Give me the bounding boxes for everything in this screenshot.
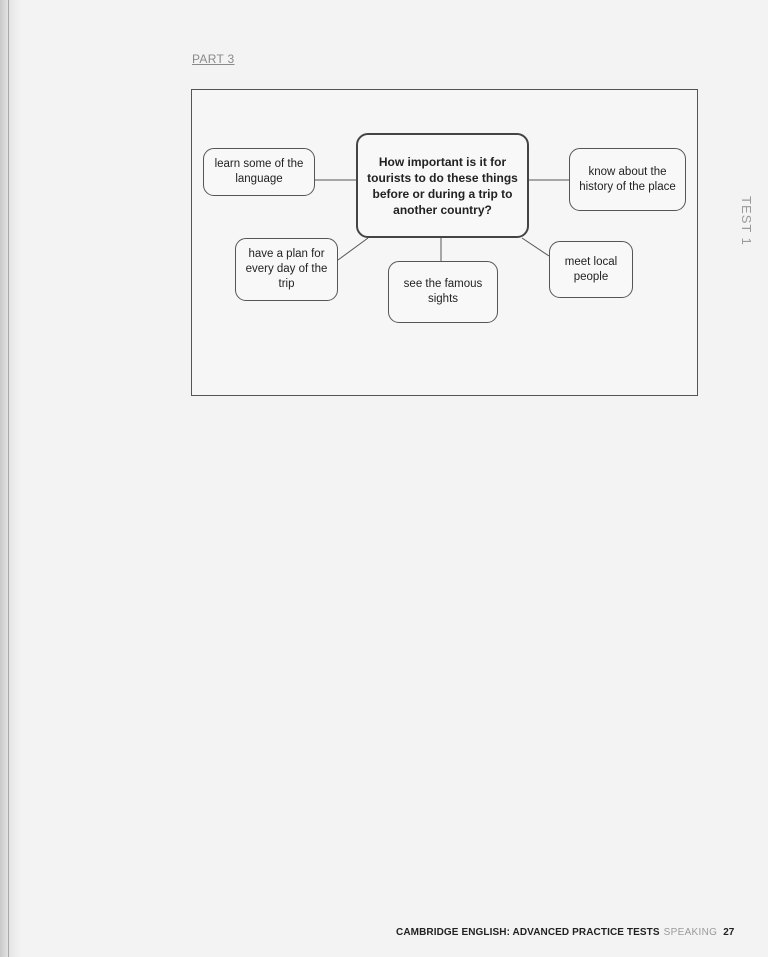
- central-question-box: How important is it for tourists to do these things before or during a trip to another country?: [356, 133, 529, 238]
- part-label: PART 3: [192, 52, 235, 66]
- book-title: CAMBRIDGE ENGLISH: ADVANCED PRACTICE TESTS: [396, 927, 660, 938]
- prompt-plan-every-day: have a plan for every day of the trip: [235, 238, 338, 301]
- prompt-meet-local-people: meet local people: [549, 241, 633, 298]
- prompt-know-history: know about the history of the place: [569, 148, 686, 211]
- connector-plan: [338, 238, 368, 260]
- mind-map-frame: [191, 89, 698, 396]
- section-name: SPEAKING: [663, 927, 718, 938]
- prompt-learn-language: learn some of the language: [203, 148, 315, 196]
- test-side-tab: TEST 1: [739, 196, 754, 246]
- page-number: 27: [723, 927, 735, 938]
- page-footer: [396, 927, 734, 938]
- connector-local: [522, 238, 549, 256]
- spine-edge-line: [8, 0, 9, 957]
- prompt-famous-sights: see the famous sights: [388, 261, 498, 323]
- page-spine-shadow: [0, 0, 22, 957]
